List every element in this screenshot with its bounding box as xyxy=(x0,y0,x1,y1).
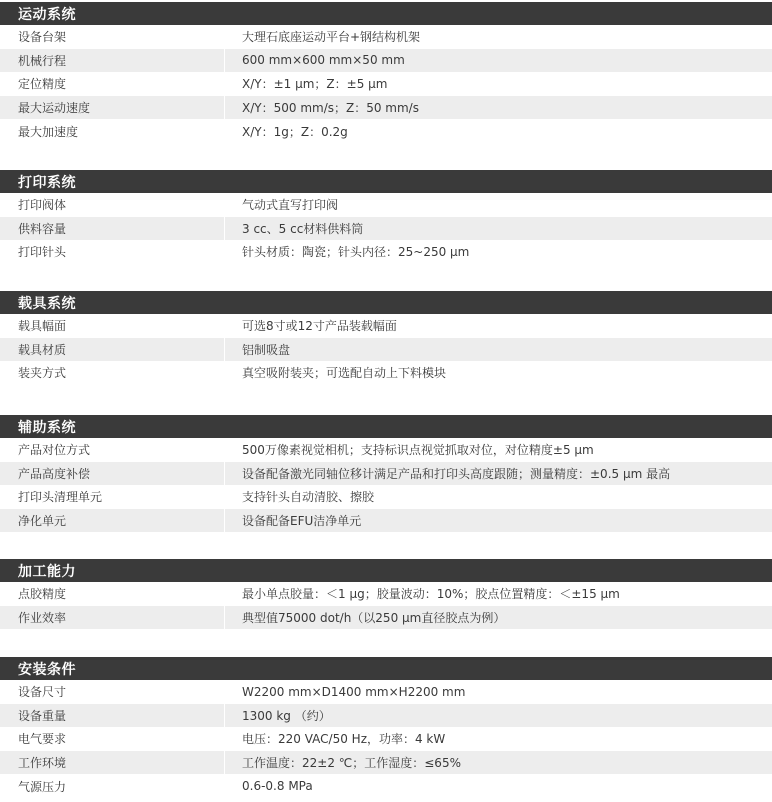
spec-value: 真空吸附装夹；可选配自动上下料模块 xyxy=(242,366,447,381)
spec-label: 作业效率 xyxy=(18,610,67,625)
spec-label: 设备重量 xyxy=(18,708,67,723)
spec-row xyxy=(0,338,772,362)
section-title: 打印系统 xyxy=(18,174,76,191)
spec-label: 气源压力 xyxy=(18,779,67,794)
section-header xyxy=(0,2,772,25)
spec-value: X/Y：±1 μm；Z：±5 μm xyxy=(242,77,388,92)
spec-value: 工作温度：22±2 ℃；工作湿度：≤65% xyxy=(242,756,461,771)
spec-label: 装夹方式 xyxy=(18,366,67,381)
spec-label: 打印阀体 xyxy=(18,198,67,213)
spec-row xyxy=(0,727,772,751)
spec-value: 可选8寸或12寸产品装载幅面 xyxy=(242,319,397,334)
section-auxiliary-system xyxy=(0,415,772,532)
spec-label: 净化单元 xyxy=(18,514,67,529)
spec-row xyxy=(0,240,772,264)
spec-label: 打印针头 xyxy=(18,245,67,260)
spec-row xyxy=(0,193,772,217)
spec-row xyxy=(0,485,772,509)
section-installation-conditions xyxy=(0,657,772,798)
spec-label: 打印头清理单元 xyxy=(18,490,103,505)
section-header xyxy=(0,559,772,582)
spec-value: 支持针头自动清胶、擦胶 xyxy=(242,490,375,505)
section-print-system xyxy=(0,170,772,264)
section-header xyxy=(0,291,772,314)
spec-value: 典型值75000 dot/h（以250 μm直径胶点为例） xyxy=(242,610,506,625)
section-header xyxy=(0,657,772,680)
spec-row xyxy=(0,680,772,704)
spec-row xyxy=(0,438,772,462)
spec-row xyxy=(0,704,772,728)
spec-row xyxy=(0,582,772,606)
spec-label: 机械行程 xyxy=(18,53,67,68)
section-title: 运动系统 xyxy=(18,6,76,23)
spec-value: 设备配备EFU洁净单元 xyxy=(242,514,362,529)
spec-label: 电气要求 xyxy=(18,732,67,747)
spec-label: 最大加速度 xyxy=(18,124,79,139)
spec-label: 载具幅面 xyxy=(18,319,67,334)
spec-value: W2200 mm×D1400 mm×H2200 mm xyxy=(242,684,466,699)
spec-row xyxy=(0,49,772,73)
spec-label: 定位精度 xyxy=(18,77,67,92)
spec-row xyxy=(0,462,772,486)
spec-row xyxy=(0,606,772,630)
spec-value: 0.6-0.8 MPa xyxy=(242,779,313,794)
spec-row xyxy=(0,25,772,49)
spec-value: X/Y：500 mm/s；Z：50 mm/s xyxy=(242,101,419,116)
spec-row xyxy=(0,119,772,143)
section-header xyxy=(0,415,772,438)
spec-row xyxy=(0,72,772,96)
spec-value: 气动式直写打印阀 xyxy=(242,198,339,213)
section-header xyxy=(0,170,772,193)
spec-value: 500万像素视觉相机；支持标识点视觉抓取对位，对位精度±5 μm xyxy=(242,443,594,458)
spec-value: 铝制吸盘 xyxy=(242,342,291,357)
spec-row xyxy=(0,774,772,798)
section-carrier-system xyxy=(0,291,772,385)
section-title: 辅助系统 xyxy=(18,419,76,436)
spec-label: 供料容量 xyxy=(18,221,67,236)
spec-value: X/Y：1g；Z：0.2g xyxy=(242,124,348,139)
spec-label: 产品高度补偿 xyxy=(18,466,91,481)
spec-value: 最小单点胶量：＜1 μg；胶量波动：10%；胶点位置精度：＜±15 μm xyxy=(242,587,620,602)
spec-label: 工作环境 xyxy=(18,756,67,771)
spec-label: 产品对位方式 xyxy=(18,443,91,458)
spec-row xyxy=(0,361,772,385)
spec-label: 设备台架 xyxy=(18,30,67,45)
spec-row xyxy=(0,96,772,120)
spec-value: 针头材质：陶瓷；针头内径：25~250 μm xyxy=(242,245,470,260)
section-title: 载具系统 xyxy=(18,295,76,312)
spec-label: 最大运动速度 xyxy=(18,101,91,116)
spec-label: 载具材质 xyxy=(18,342,67,357)
spec-value: 设备配备激光同轴位移计满足产品和打印头高度跟随；测量精度：±0.5 μm 最高 xyxy=(242,466,671,481)
section-title: 安装条件 xyxy=(18,661,76,678)
section-motion-system xyxy=(0,2,772,143)
spec-value: 大理石底座运动平台+钢结构机架 xyxy=(242,30,421,45)
spec-row xyxy=(0,314,772,338)
section-processing-capability xyxy=(0,559,772,629)
spec-value: 电压：220 VAC/50 Hz，功率：4 kW xyxy=(242,732,446,747)
section-title: 加工能力 xyxy=(18,563,76,580)
spec-row xyxy=(0,751,772,775)
spec-value: 3 cc、5 cc材料供料筒 xyxy=(242,221,364,236)
spec-value: 600 mm×600 mm×50 mm xyxy=(242,53,405,68)
spec-label: 设备尺寸 xyxy=(18,685,67,700)
spec-label: 点胶精度 xyxy=(18,587,67,602)
spec-row xyxy=(0,509,772,533)
spec-value: 1300 kg （约） xyxy=(242,708,331,723)
spec-row xyxy=(0,217,772,241)
